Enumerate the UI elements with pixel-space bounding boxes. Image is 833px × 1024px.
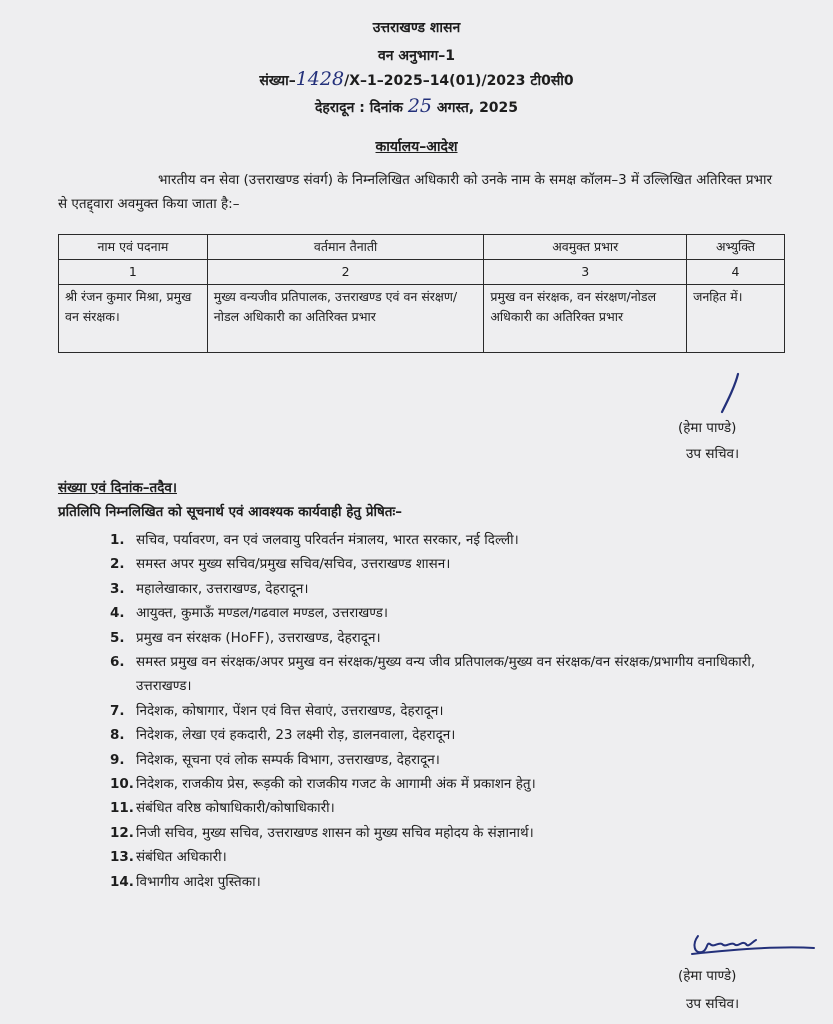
intro-text: भारतीय वन सेवा (उत्तराखण्ड संवर्ग) के निम्नलिखित अधिकारी को उनके नाम के समक्ष कॉलम–3 में उल्लिखित अतिरिक्त प्रभार से एतद्द्वारा अवमुक्त किया जाता है:– [58,172,773,212]
list-item [110,601,800,625]
column-number: 3 [484,260,687,285]
column-number: 2 [207,260,484,285]
list-item-number: 8. [110,727,125,744]
recipient-list [110,528,800,894]
signature-mark-2 [688,924,818,964]
signature-mark-1 [708,370,748,416]
table-number-row [59,260,785,285]
list-item [110,748,800,772]
list-item-text: आयुक्त, कुमाऊँ मण्डल/गढवाल मण्डल, उत्तराखण्ड। [136,605,389,622]
list-item [110,626,800,650]
relieved-charge-cell: प्रमुख वन संरक्षक, वन संरक्षण/नोडल अधिकारी का अतिरिक्त प्रभार [484,285,687,353]
list-item [110,552,800,576]
list-item-number: 13. [110,849,134,866]
list-item-number: 1. [110,532,125,548]
issue-date [0,95,833,117]
list-item-number: 14. [110,873,134,890]
list-item-number: 5. [110,629,125,646]
header-relieved-charge: अवमुक्त प्रभार [484,235,687,260]
list-item-text: महालेखाकार, उत्तराखण्ड, देहरादून। [136,580,309,597]
list-item-text: निदेशक, राजकीय प्रेस, रूड़की को राजकीय गजट के आगामी अंक में प्रकाशन हेतु। [136,776,536,793]
list-item [110,650,800,699]
header-remarks: अभ्युक्ति [687,235,785,260]
list-item [110,845,800,869]
list-item-number: 6. [110,654,125,671]
date-prefix: देहरादून : दिनांक [314,100,403,116]
government-heading: उत्तराखण्ड शासन [372,20,461,36]
list-item-text: समस्त प्रमुख वन संरक्षक/अपर प्रमुख वन संरक्षक/मुख्य वन्य जीव प्रतिपालक/मुख्य वन संरक्षक/वन संरक्षक/प्रभागीय वनाधिकारी, उत्तराखण्ड। [136,654,756,695]
list-item-text: विभागीय आदेश पुस्तिका। [136,873,261,890]
list-item-number: 10. [110,776,134,793]
list-item-text: निदेशक, लेखा एवं हकदारी, 23 लक्ष्मी रोड़, डालनवाला, देहरादून। [136,727,456,744]
intro-paragraph [58,168,778,216]
list-item [110,528,800,552]
list-item [110,821,800,845]
section-heading: वन अनुभाग–1 [378,48,455,64]
list-item-text: निजी सचिव, मुख्य सचिव, उत्तराखण्ड शासन को मुख्य सचिव महोदय के संज्ञानार्थ। [136,824,534,841]
order-title: कार्यालय–आदेश [375,139,458,155]
list-item-text: संबंधित वरिष्ठ कोषाधिकारी/कोषाधिकारी। [136,800,335,817]
reference-number-prefix: संख्या– [259,73,296,89]
list-item-number: 11. [110,800,134,817]
copy-reference-heading: संख्या एवं दिनांक–तदैव। [58,480,177,496]
list-item [110,723,800,747]
signatory-designation-2: उप सचिव। [686,996,740,1012]
date-suffix: अगस्त, 2025 [436,100,519,116]
list-item-text: निदेशक, कोषागार, पेंशन एवं वित्त सेवाएं, उत्तराखण्ड, देहरादून। [136,702,444,719]
reference-number [0,68,833,90]
signatory-designation-1: उप सचिव। [686,446,740,462]
list-item-number: 3. [110,580,125,597]
reference-number-suffix: /X–1–2025–14(01)/2023 टी0सी0 [344,73,574,89]
list-item-text: समस्त अपर मुख्य सचिव/प्रमुख सचिव/सचिव, उत्तराखण्ड शासन। [136,556,451,573]
table-header-row [59,235,785,260]
current-posting-cell: मुख्य वन्यजीव प्रतिपालक, उत्तराखण्ड एवं वन संरक्षण/नोडल अधिकारी का अतिरिक्त प्रभार [207,285,484,353]
handwritten-date: 25 [407,95,432,117]
list-item-text: संबंधित अधिकारी। [136,849,227,866]
officer-name-cell: श्री रंजन कुमार मिश्रा, प्रमुख वन संरक्षक। [59,285,208,353]
list-item [110,577,800,601]
header-name: नाम एवं पदनाम [59,235,208,260]
relieved-charge-table [58,234,785,353]
list-item-text: निदेशक, सूचना एवं लोक सम्पर्क विभाग, उत्तराखण्ड, देहरादून। [136,751,440,768]
table-row [59,285,785,353]
list-item [110,772,800,796]
list-item-number: 12. [110,824,134,841]
remarks-cell: जनहित में। [687,285,785,353]
list-item-number: 9. [110,751,125,768]
list-item-number: 2. [110,556,125,573]
handwritten-number: 1428 [295,68,345,90]
list-item [110,699,800,723]
list-item-number: 4. [110,605,125,622]
list-item [110,870,800,894]
column-number: 4 [687,260,785,285]
list-item-number: 7. [110,702,125,719]
signatory-name-1: (हेमा पाण्डे) [678,420,737,436]
column-number: 1 [59,260,208,285]
list-item [110,796,800,820]
header-current-posting: वर्तमान तैनाती [207,235,484,260]
list-item-text: सचिव, पर्यावरण, वन एवं जलवायु परिवर्तन मंत्रालय, भारत सरकार, नई दिल्ली। [136,532,519,548]
list-item-text: प्रमुख वन संरक्षक (HoFF), उत्तराखण्ड, देहरादून। [136,629,381,646]
copy-intro: प्रतिलिपि निम्नलिखित को सूचनार्थ एवं आवश्यक कार्यवाही हेतु प्रेषितः– [58,504,402,520]
signatory-name-2: (हेमा पाण्डे) [678,968,737,984]
